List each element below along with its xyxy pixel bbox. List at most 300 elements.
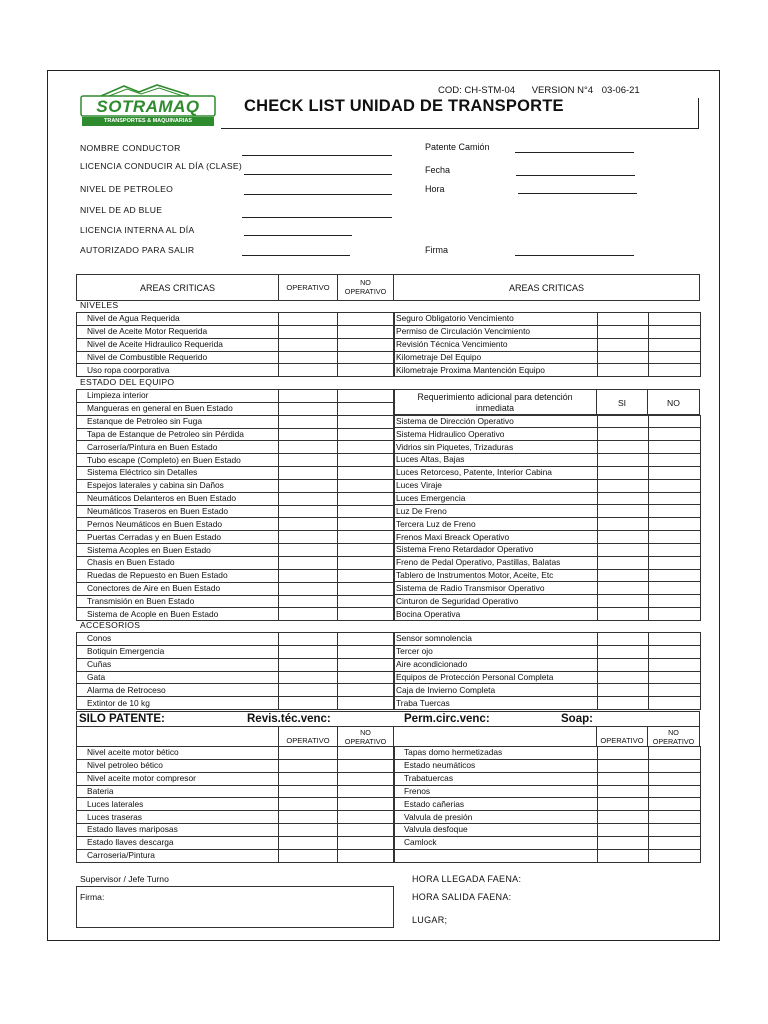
estado-left-check-cell-2[interactable] bbox=[338, 608, 395, 621]
estado-left-check-cell-1[interactable] bbox=[279, 544, 338, 557]
silo-header-no: NO bbox=[360, 728, 371, 737]
silo-left-check-cell-2[interactable] bbox=[338, 772, 395, 785]
estado-right-item-label: Luz De Freno bbox=[394, 505, 598, 518]
estado-left-item-label: Tubo escape (Completo) en Buen Estado bbox=[77, 454, 279, 467]
silo-soap-label: Soap: bbox=[561, 713, 593, 725]
silo-left-check-cell-2[interactable] bbox=[338, 824, 395, 837]
supervisor-label: Supervisor / Jefe Turno bbox=[80, 874, 169, 884]
table-row bbox=[394, 543, 701, 556]
accesorios-left-check-cell-2[interactable] bbox=[338, 633, 395, 646]
estado-right-item-label: Tercera Luz de Freno bbox=[394, 518, 598, 531]
estado-right-item-label: Sistema de Radio Transmisor Operativo bbox=[394, 582, 598, 595]
estado-right-check-cell-1[interactable] bbox=[598, 543, 649, 556]
estado-right-check-cell-1[interactable] bbox=[598, 415, 649, 428]
estado-left-table bbox=[76, 389, 395, 621]
niveles-left-check-cell-2[interactable] bbox=[338, 338, 395, 351]
accesorios-left-check-cell-2[interactable] bbox=[338, 645, 395, 658]
table-row bbox=[77, 824, 395, 837]
estado-right-check-cell-1[interactable] bbox=[598, 595, 649, 608]
estado-left-item-label: Transmisión en Buen Estado bbox=[77, 595, 279, 608]
silo-left-check-cell-2[interactable] bbox=[338, 747, 395, 760]
label-fecha: Fecha bbox=[425, 165, 451, 175]
table-row bbox=[394, 684, 701, 697]
accesorios-right-check-cell-2[interactable] bbox=[649, 671, 701, 684]
estado-right-item-label: Bocina Operativa bbox=[394, 608, 598, 621]
estado-right-item-label: Sistema Freno Retardador Operativo bbox=[394, 543, 598, 556]
niveles-right-check-cell-1[interactable] bbox=[598, 313, 649, 326]
table-row bbox=[394, 658, 701, 671]
silo-left-check-cell-2[interactable] bbox=[338, 785, 395, 798]
accesorios-left-item-label: Conos bbox=[77, 633, 279, 646]
table-row bbox=[77, 556, 395, 569]
estado-right-item-label: Luces Altas, Bajas bbox=[394, 454, 598, 467]
estado-left-item-label: Mangueras en general en Buen Estado bbox=[77, 402, 279, 415]
estado-right-item-label: Frenos Maxi Breack Operativo bbox=[394, 531, 598, 544]
estado-right-check-cell-2[interactable] bbox=[649, 531, 701, 544]
accesorios-left-check-cell-2[interactable] bbox=[338, 697, 395, 710]
field-licencia-interna[interactable] bbox=[244, 235, 352, 236]
estado-left-check-cell-2[interactable] bbox=[338, 479, 395, 492]
table-row bbox=[394, 428, 701, 441]
silo-left-check-cell-1[interactable] bbox=[279, 836, 338, 849]
estado-right-check-cell-1[interactable] bbox=[598, 466, 649, 479]
estado-left-check-cell-1[interactable] bbox=[279, 505, 338, 518]
estado-right-check-cell-1[interactable] bbox=[598, 582, 649, 595]
estado-left-check-cell-2[interactable] bbox=[338, 595, 395, 608]
label-autorizado: AUTORIZADO PARA SALIR bbox=[80, 245, 195, 255]
header-no: NO bbox=[360, 278, 371, 287]
table-row bbox=[77, 364, 395, 377]
silo-right-check-cell-2[interactable] bbox=[649, 849, 701, 862]
silo-right-item-label: Valvula desfoque bbox=[394, 824, 598, 837]
niveles-left-check-cell-1[interactable] bbox=[279, 338, 338, 351]
table-row bbox=[77, 798, 395, 811]
estado-right-check-cell-1[interactable] bbox=[598, 505, 649, 518]
accesorios-left-check-cell-1[interactable] bbox=[279, 633, 338, 646]
silo-right-check-cell-1[interactable] bbox=[598, 836, 649, 849]
niveles-left-table bbox=[76, 312, 395, 377]
table-row bbox=[77, 836, 395, 849]
accesorios-right-item-label: Traba Tuercas bbox=[394, 697, 598, 710]
estado-right-item-label: Freno de Pedal Operativo, Pastillas, Balatas bbox=[394, 556, 598, 569]
estado-left-check-cell-1[interactable] bbox=[279, 479, 338, 492]
accesorios-left-check-cell-1[interactable] bbox=[279, 697, 338, 710]
silo-right-item-label bbox=[394, 849, 598, 862]
estado-right-check-cell-1[interactable] bbox=[598, 479, 649, 492]
accesorios-right-check-cell-1[interactable] bbox=[598, 633, 649, 646]
table-row bbox=[77, 772, 395, 785]
accesorios-right-check-cell-2[interactable] bbox=[649, 684, 701, 697]
estado-right-check-cell-2[interactable] bbox=[649, 582, 701, 595]
table-row bbox=[394, 313, 701, 326]
estado-right-check-cell-2[interactable] bbox=[649, 466, 701, 479]
logo-text: SOTRAMAQ bbox=[96, 97, 200, 116]
table-row bbox=[77, 428, 395, 441]
table-row bbox=[77, 518, 395, 531]
silo-left-check-cell-1[interactable] bbox=[279, 759, 338, 772]
silo-left-check-cell-2[interactable] bbox=[338, 798, 395, 811]
niveles-right-check-cell-1[interactable] bbox=[598, 338, 649, 351]
table-row bbox=[394, 479, 701, 492]
silo-header-no-right: NO bbox=[668, 728, 679, 737]
silo-left-check-cell-2[interactable] bbox=[338, 759, 395, 772]
estado-left-check-cell-1[interactable] bbox=[279, 569, 338, 582]
estado-right-check-cell-1[interactable] bbox=[598, 441, 649, 454]
estado-right-check-cell-2[interactable] bbox=[649, 492, 701, 505]
niveles-right-check-cell-1[interactable] bbox=[598, 351, 649, 364]
table-row bbox=[394, 772, 701, 785]
accesorios-left-check-cell-2[interactable] bbox=[338, 658, 395, 671]
niveles-right-check-cell-1[interactable] bbox=[598, 364, 649, 377]
estado-left-check-cell-1[interactable] bbox=[279, 518, 338, 531]
accesorios-left-table bbox=[76, 632, 395, 710]
document-code bbox=[438, 85, 640, 96]
table-row bbox=[394, 505, 701, 518]
accesorios-left-check-cell-1[interactable] bbox=[279, 658, 338, 671]
estado-left-check-cell-1[interactable] bbox=[279, 492, 338, 505]
estado-right-check-cell-2[interactable] bbox=[649, 595, 701, 608]
niveles-left-check-cell-1[interactable] bbox=[279, 364, 338, 377]
niveles-left-item-label: Nivel de Aceite Motor Requerida bbox=[77, 325, 279, 338]
silo-right-check-cell-2[interactable] bbox=[649, 836, 701, 849]
table-row bbox=[394, 595, 701, 608]
header-requerimiento bbox=[393, 389, 597, 415]
table-row bbox=[77, 492, 395, 505]
silo-right-check-cell-2[interactable] bbox=[649, 824, 701, 837]
field-patente[interactable] bbox=[515, 152, 634, 153]
field-nivel-adblue[interactable] bbox=[242, 217, 392, 218]
silo-right-item-label: Valvula de presión bbox=[394, 811, 598, 824]
estado-left-item-label: Sistema de Acople en Buen Estado bbox=[77, 608, 279, 621]
silo-left-item-label: Estado llaves descarga bbox=[77, 836, 279, 849]
table-row bbox=[77, 582, 395, 595]
table-row bbox=[394, 364, 701, 377]
silo-right-item-label: Tapas domo hermetizadas bbox=[394, 747, 598, 760]
silo-right-check-cell-2[interactable] bbox=[649, 747, 701, 760]
header-no-operativo bbox=[337, 274, 394, 301]
estado-left-check-cell-2[interactable] bbox=[338, 492, 395, 505]
estado-right-check-cell-1[interactable] bbox=[598, 518, 649, 531]
table-row bbox=[77, 441, 395, 454]
estado-left-check-cell-1[interactable] bbox=[279, 467, 338, 480]
estado-left-check-cell-1[interactable] bbox=[279, 428, 338, 441]
silo-right-item-label: Frenos bbox=[394, 785, 598, 798]
estado-left-check-cell-1[interactable] bbox=[279, 415, 338, 428]
estado-left-check-cell-2[interactable] bbox=[338, 454, 395, 467]
accesorios-left-check-cell-1[interactable] bbox=[279, 671, 338, 684]
silo-left-check-cell-2[interactable] bbox=[338, 836, 395, 849]
estado-left-item-label: Neumáticos Traseros en Buen Estado bbox=[77, 505, 279, 518]
accesorios-right-table bbox=[393, 632, 701, 710]
silo-right-check-cell-1[interactable] bbox=[598, 798, 649, 811]
niveles-left-check-cell-1[interactable] bbox=[279, 325, 338, 338]
estado-left-item-label: Carrosería/Pintura en Buen Estado bbox=[77, 441, 279, 454]
accesorios-left-check-cell-2[interactable] bbox=[338, 671, 395, 684]
estado-left-check-cell-1[interactable] bbox=[279, 390, 338, 403]
estado-left-item-label: Chasis en Buen Estado bbox=[77, 556, 279, 569]
field-fecha[interactable] bbox=[516, 175, 635, 176]
label-licencia-interna: LICENCIA INTERNA AL DÍA bbox=[80, 225, 195, 235]
estado-left-check-cell-2[interactable] bbox=[338, 467, 395, 480]
estado-right-check-cell-1[interactable] bbox=[598, 569, 649, 582]
estado-right-check-cell-1[interactable] bbox=[598, 556, 649, 569]
niveles-right-check-cell-2[interactable] bbox=[649, 338, 701, 351]
accesorios-right-check-cell-1[interactable] bbox=[598, 645, 649, 658]
label-firma: Firma bbox=[425, 245, 448, 255]
field-nombre-conductor[interactable] bbox=[242, 155, 392, 156]
estado-left-check-cell-2[interactable] bbox=[338, 582, 395, 595]
silo-right-check-cell-1[interactable] bbox=[598, 759, 649, 772]
estado-left-check-cell-2[interactable] bbox=[338, 428, 395, 441]
table-row bbox=[77, 544, 395, 557]
estado-right-check-cell-2[interactable] bbox=[649, 505, 701, 518]
table-row bbox=[394, 697, 701, 710]
niveles-left-item-label: Uso ropa coorporativa bbox=[77, 364, 279, 377]
table-row bbox=[77, 633, 395, 646]
accesorios-right-check-cell-2[interactable] bbox=[649, 645, 701, 658]
table-row bbox=[77, 658, 395, 671]
silo-perm-label: Perm.circ.venc: bbox=[404, 713, 490, 725]
estado-right-check-cell-2[interactable] bbox=[649, 479, 701, 492]
section-accesorios: ACCESORIOS bbox=[80, 620, 141, 630]
accesorios-left-item-label: Alarma de Retroceso bbox=[77, 684, 279, 697]
accesorios-left-item-label: Gata bbox=[77, 671, 279, 684]
niveles-left-check-cell-2[interactable] bbox=[338, 313, 395, 326]
section-niveles: NIVELES bbox=[80, 300, 119, 310]
niveles-right-item-label: Seguro Obligatorio Vencimiento bbox=[394, 313, 598, 326]
niveles-right-check-cell-2[interactable] bbox=[649, 325, 701, 338]
label-nombre-conductor: NOMBRE CONDUCTOR bbox=[80, 143, 181, 153]
silo-left-check-cell-1[interactable] bbox=[279, 747, 338, 760]
niveles-left-item-label: Nivel de Aceite Hidraulico Requerida bbox=[77, 338, 279, 351]
table-row bbox=[77, 479, 395, 492]
label-hora: Hora bbox=[425, 184, 445, 194]
silo-left-check-cell-2[interactable] bbox=[338, 811, 395, 824]
accesorios-right-check-cell-1[interactable] bbox=[598, 658, 649, 671]
header-operativo: OPERATIVO bbox=[278, 274, 338, 301]
silo-left-check-cell-1[interactable] bbox=[279, 849, 338, 862]
silo-left-check-cell-2[interactable] bbox=[338, 849, 395, 862]
table-row bbox=[77, 671, 395, 684]
niveles-left-item-label: Nivel de Agua Requerida bbox=[77, 313, 279, 326]
estado-right-check-cell-2[interactable] bbox=[649, 569, 701, 582]
table-row bbox=[77, 467, 395, 480]
table-row bbox=[394, 441, 701, 454]
table-row bbox=[394, 785, 701, 798]
silo-left-check-cell-1[interactable] bbox=[279, 811, 338, 824]
silo-right-check-cell-2[interactable] bbox=[649, 785, 701, 798]
silo-header-blank-left bbox=[76, 726, 279, 747]
estado-right-check-cell-2[interactable] bbox=[649, 518, 701, 531]
table-row bbox=[77, 785, 395, 798]
estado-left-item-label: Limpieza interior bbox=[77, 390, 279, 403]
table-row bbox=[394, 671, 701, 684]
estado-left-check-cell-2[interactable] bbox=[338, 544, 395, 557]
niveles-right-check-cell-2[interactable] bbox=[649, 351, 701, 364]
silo-header-no-operativo-word-right: OPERATIVO bbox=[652, 736, 695, 746]
silo-right-check-cell-1[interactable] bbox=[598, 849, 649, 862]
silo-right-check-cell-1[interactable] bbox=[598, 772, 649, 785]
niveles-right-check-cell-2[interactable] bbox=[649, 313, 701, 326]
header-no-operativo-word: OPERATIVO bbox=[344, 286, 387, 296]
field-autorizado[interactable] bbox=[242, 255, 350, 256]
estado-right-check-cell-1[interactable] bbox=[598, 454, 649, 467]
silo-right-check-cell-2[interactable] bbox=[649, 759, 701, 772]
silo-right-check-cell-1[interactable] bbox=[598, 811, 649, 824]
estado-right-item-label: Vidrios sin Piquetes, Trizaduras bbox=[394, 441, 598, 454]
estado-right-item-label: Luces Viraje bbox=[394, 479, 598, 492]
field-nivel-petroleo[interactable] bbox=[244, 194, 392, 195]
accesorios-left-check-cell-1[interactable] bbox=[279, 684, 338, 697]
accesorios-left-item-label: Extintor de 10 kg bbox=[77, 697, 279, 710]
niveles-left-check-cell-1[interactable] bbox=[279, 351, 338, 364]
niveles-right-item-label: Kilometraje Proxima Mantención Equipo bbox=[394, 364, 598, 377]
estado-right-check-cell-2[interactable] bbox=[649, 415, 701, 428]
table-row bbox=[394, 633, 701, 646]
silo-header-no-operativo bbox=[337, 726, 394, 747]
estado-left-check-cell-2[interactable] bbox=[338, 569, 395, 582]
accesorios-right-check-cell-2[interactable] bbox=[649, 633, 701, 646]
estado-right-check-cell-2[interactable] bbox=[649, 454, 701, 467]
header-requerimiento-line1: Requerimiento adicional para detención bbox=[417, 392, 573, 402]
table-row bbox=[394, 325, 701, 338]
silo-right-check-cell-2[interactable] bbox=[649, 798, 701, 811]
field-licencia[interactable] bbox=[244, 174, 392, 175]
niveles-left-item-label: Nivel de Combustible Requerido bbox=[77, 351, 279, 364]
estado-right-check-cell-2[interactable] bbox=[649, 543, 701, 556]
silo-right-check-cell-1[interactable] bbox=[598, 747, 649, 760]
field-hora[interactable] bbox=[518, 193, 637, 194]
silo-left-check-cell-1[interactable] bbox=[279, 798, 338, 811]
accesorios-left-item-label: Botiquin Emergencia bbox=[77, 645, 279, 658]
accesorios-right-check-cell-1[interactable] bbox=[598, 697, 649, 710]
table-row bbox=[77, 608, 395, 621]
estado-left-check-cell-1[interactable] bbox=[279, 608, 338, 621]
table-row bbox=[77, 811, 395, 824]
silo-left-check-cell-1[interactable] bbox=[279, 772, 338, 785]
niveles-left-check-cell-2[interactable] bbox=[338, 364, 395, 377]
silo-revis-label: Revis.téc.venc: bbox=[247, 713, 331, 725]
estado-left-check-cell-1[interactable] bbox=[279, 441, 338, 454]
accesorios-right-check-cell-2[interactable] bbox=[649, 658, 701, 671]
firma-label: Firma: bbox=[80, 892, 105, 902]
table-row bbox=[77, 684, 395, 697]
table-row bbox=[77, 415, 395, 428]
lugar-label: LUGAR; bbox=[412, 915, 448, 925]
silo-left-table bbox=[76, 746, 395, 863]
estado-right-item-label: Sistema Hidraulico Operativo bbox=[394, 428, 598, 441]
silo-right-check-cell-2[interactable] bbox=[649, 811, 701, 824]
niveles-right-check-cell-2[interactable] bbox=[649, 364, 701, 377]
silo-right-item-label: Estado neumáticos bbox=[394, 759, 598, 772]
silo-right-check-cell-1[interactable] bbox=[598, 824, 649, 837]
estado-left-check-cell-2[interactable] bbox=[338, 556, 395, 569]
supervisor-signature-box[interactable] bbox=[76, 886, 394, 928]
silo-right-check-cell-2[interactable] bbox=[649, 772, 701, 785]
estado-right-check-cell-1[interactable] bbox=[598, 492, 649, 505]
estado-left-check-cell-1[interactable] bbox=[279, 556, 338, 569]
label-nivel-petroleo: NIVEL DE PETROLEO bbox=[80, 184, 174, 194]
silo-left-item-label: Estado llaves mariposas bbox=[77, 824, 279, 837]
table-row bbox=[394, 824, 701, 837]
accesorios-right-item-label: Sensor somnolencia bbox=[394, 633, 598, 646]
estado-left-check-cell-2[interactable] bbox=[338, 402, 395, 415]
estado-left-check-cell-1[interactable] bbox=[279, 595, 338, 608]
estado-left-check-cell-2[interactable] bbox=[338, 441, 395, 454]
estado-left-check-cell-1[interactable] bbox=[279, 454, 338, 467]
silo-left-item-label: Nivel aceite motor compresor bbox=[77, 772, 279, 785]
estado-left-check-cell-2[interactable] bbox=[338, 531, 395, 544]
accesorios-right-check-cell-1[interactable] bbox=[598, 671, 649, 684]
accesorios-right-check-cell-1[interactable] bbox=[598, 684, 649, 697]
header-si: SI bbox=[596, 389, 648, 415]
silo-right-check-cell-1[interactable] bbox=[598, 785, 649, 798]
silo-header-no-operativo-word: OPERATIVO bbox=[344, 736, 387, 746]
accesorios-right-item-label: Caja de Invierno Completa bbox=[394, 684, 598, 697]
label-patente: Patente Camión bbox=[425, 142, 490, 152]
table-row bbox=[394, 466, 701, 479]
niveles-left-check-cell-1[interactable] bbox=[279, 313, 338, 326]
logo-subtitle: TRANSPORTES & MAQUINARIAS bbox=[103, 118, 192, 124]
silo-left-item-label: Nivel aceite motor bético bbox=[77, 747, 279, 760]
estado-left-check-cell-2[interactable] bbox=[338, 505, 395, 518]
estado-right-check-cell-2[interactable] bbox=[649, 441, 701, 454]
estado-right-check-cell-2[interactable] bbox=[649, 556, 701, 569]
table-row bbox=[77, 849, 395, 862]
header-rule bbox=[221, 128, 699, 129]
field-firma[interactable] bbox=[515, 255, 634, 256]
hora-salida-label: HORA SALIDA FAENA: bbox=[412, 892, 512, 902]
estado-left-check-cell-1[interactable] bbox=[279, 582, 338, 595]
table-row bbox=[394, 759, 701, 772]
header-rule-vertical bbox=[698, 98, 699, 129]
table-row bbox=[77, 402, 395, 415]
estado-left-check-cell-2[interactable] bbox=[338, 415, 395, 428]
sotramaq-logo bbox=[79, 84, 217, 128]
niveles-right-item-label: Kilometraje Del Equipo bbox=[394, 351, 598, 364]
silo-patente-row bbox=[76, 711, 700, 727]
table-row bbox=[394, 747, 701, 760]
silo-left-check-cell-1[interactable] bbox=[279, 824, 338, 837]
estado-right-check-cell-2[interactable] bbox=[649, 428, 701, 441]
estado-right-check-cell-1[interactable] bbox=[598, 428, 649, 441]
accesorios-right-item-label: Tercer ojo bbox=[394, 645, 598, 658]
estado-right-check-cell-1[interactable] bbox=[598, 531, 649, 544]
niveles-right-check-cell-1[interactable] bbox=[598, 325, 649, 338]
table-row bbox=[77, 390, 395, 403]
estado-left-check-cell-2[interactable] bbox=[338, 390, 395, 403]
estado-left-item-label: Neumáticos Delanteros en Buen Estado bbox=[77, 492, 279, 505]
table-row bbox=[394, 608, 701, 621]
estado-right-check-cell-1[interactable] bbox=[598, 608, 649, 621]
estado-left-check-cell-2[interactable] bbox=[338, 518, 395, 531]
niveles-left-check-cell-2[interactable] bbox=[338, 325, 395, 338]
table-row bbox=[394, 415, 701, 428]
accesorios-left-check-cell-2[interactable] bbox=[338, 684, 395, 697]
silo-right-item-label: Trabatuercas bbox=[394, 772, 598, 785]
accesorios-left-check-cell-1[interactable] bbox=[279, 645, 338, 658]
accesorios-right-check-cell-2[interactable] bbox=[649, 697, 701, 710]
niveles-right-item-label: Revisión Técnica Vencimiento bbox=[394, 338, 598, 351]
estado-left-check-cell-1[interactable] bbox=[279, 402, 338, 415]
estado-right-item-label: Sistema de Dirección Operativo bbox=[394, 415, 598, 428]
estado-left-item-label: Conectores de Aire en Buen Estado bbox=[77, 582, 279, 595]
niveles-left-check-cell-2[interactable] bbox=[338, 351, 395, 364]
estado-right-check-cell-2[interactable] bbox=[649, 608, 701, 621]
estado-left-check-cell-1[interactable] bbox=[279, 531, 338, 544]
table-row bbox=[394, 798, 701, 811]
silo-left-check-cell-1[interactable] bbox=[279, 785, 338, 798]
